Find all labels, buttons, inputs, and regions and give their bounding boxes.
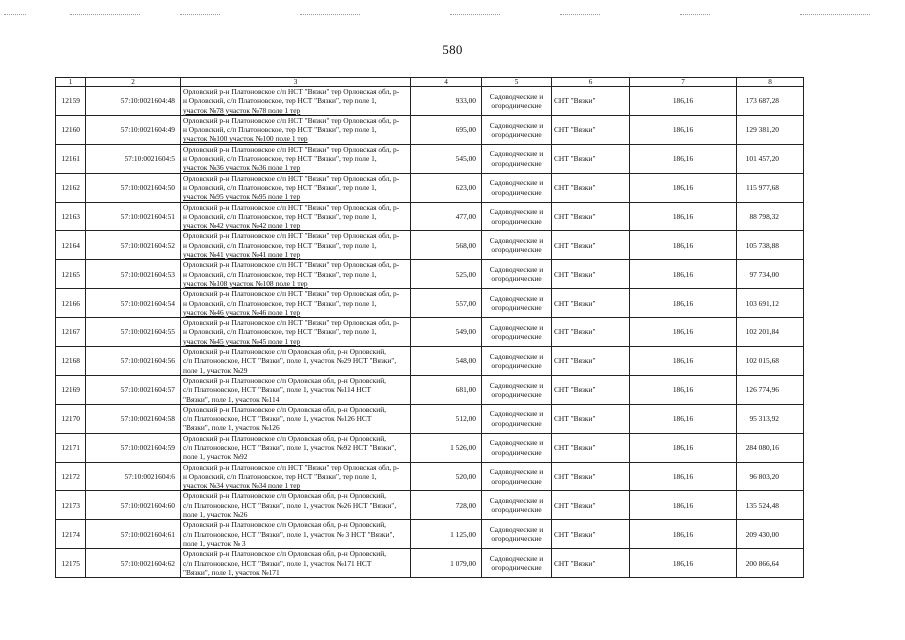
cadastral-value-cell: 103 691,12 [737,289,804,318]
land-use-line: огороднические [491,303,542,313]
address-line: "Вязки", поле 1, участок №171 [183,567,280,577]
land-use-line: Садоводческие и [489,438,544,448]
address-line: участок №41 участок №41 поле 1 тер [183,250,301,260]
area-cell: 728,00 [411,491,482,520]
land-use-line: Садоводческие и [489,91,544,101]
address-cell [181,115,411,144]
address-line: Орловский р-н Платоновское с/п НСТ "Вязки" тер Орловская обл, р- [183,115,400,125]
address-line: н Орловский, с/п Платоновское, тер НСТ "Вязки", тер поле 1, [183,240,377,250]
address-line: Орловский р-н Платоновское с/п НСТ "Вязки" тер Орловская обл, р- [183,87,400,96]
address-line: н Орловский, с/п Платоновское, тер НСТ "Вязки", тер поле 1, [183,211,377,221]
land-use-cell [482,318,552,347]
row-number-cell: 12174 [56,520,86,549]
address-line: Орловский р-н Платоновское с/п Орловская обл, р-н Орловский, [183,520,386,530]
address-cell [181,231,411,260]
address-line: Орловский р-н Платоновское с/п НСТ "Вязки" тер Орловская обл, р- [183,289,400,299]
cadastral-value-cell: 97 734,00 [737,260,804,289]
rate-cell: 186,16 [630,318,737,347]
rate-cell: 186,16 [630,144,737,173]
rate-cell: 186,16 [630,491,737,520]
cadastral-number-cell: 57:10:0021604:50 [86,173,181,202]
land-use-line: Садоводческие и [489,409,544,419]
cadastral-number-cell: 57:10:0021604:48 [86,87,181,116]
address-cell [181,549,411,578]
column-header: 4 [411,78,482,87]
cadastral-number-cell: 57:10:0021604:56 [86,347,181,376]
address-cell [181,318,411,347]
address-line: с/п Платоновское, НСТ "Вязки", поле 1, участок №126 НСТ [183,414,372,424]
land-use-line: Садоводческие и [489,120,544,130]
land-use-line: Садоводческие и [489,496,544,506]
cadastral-number-cell: 57:10:0021604:61 [86,520,181,549]
rate-cell: 186,16 [630,347,737,376]
rate-cell: 186,16 [630,375,737,404]
area-cell: 1 125,00 [411,520,482,549]
owner-cell: СНТ "Вязки" [552,549,630,578]
rate-cell: 186,16 [630,520,737,549]
cadastral-value-cell: 96 803,20 [737,462,804,491]
land-use-line: Садоводческие и [489,467,544,477]
table-row [56,144,804,173]
address-line: н Орловский, с/п Платоновское, тер НСТ "Вязки", тер поле 1, [183,125,377,135]
cadastral-value-cell: 209 430,00 [737,520,804,549]
address-cell [181,202,411,231]
rate-cell: 186,16 [630,87,737,116]
row-number-cell: 12173 [56,491,86,520]
cadastral-value-cell: 102 015,68 [737,347,804,376]
table-row [56,520,804,549]
land-use-line: Садоводческие и [489,149,544,159]
rate-cell: 186,16 [630,549,737,578]
land-use-line: огороднические [491,216,542,226]
address-cell [181,375,411,404]
address-line: Орловский р-н Платоновское с/п НСТ "Вязки" тер Орловская обл, р- [183,173,400,183]
rate-cell: 186,16 [630,433,737,462]
land-use-line: Садоводческие и [489,178,544,188]
area-cell: 525,00 [411,260,482,289]
table-row [56,318,804,347]
table-row [56,202,804,231]
owner-cell: СНТ "Вязки" [552,87,630,116]
address-cell [181,260,411,289]
address-line: н Орловский, с/п Платоновское, тер НСТ "Вязки", тер поле 1, [183,96,377,106]
address-cell [181,289,411,318]
land-use-cell [482,260,552,289]
land-use-cell [482,289,552,318]
scan-artifacts [0,14,905,22]
table-row [56,404,804,433]
owner-cell: СНТ "Вязки" [552,433,630,462]
table-row [56,231,804,260]
cadastral-number-cell: 57:10:0021604:6 [86,462,181,491]
land-use-line: огороднические [491,505,542,515]
column-header: 8 [737,78,804,87]
address-line: участок №78 участок №78 поле 1 тер [183,105,301,115]
land-use-cell [482,375,552,404]
address-cell [181,462,411,491]
address-line: н Орловский, с/п Платоновское, тер НСТ "Вязки", тер поле 1, [183,298,377,308]
land-use-cell [482,433,552,462]
rate-cell: 186,16 [630,260,737,289]
row-number-cell: 12163 [56,202,86,231]
area-cell: 512,00 [411,404,482,433]
row-number-cell: 12161 [56,144,86,173]
cadastral-value-cell: 284 080,16 [737,433,804,462]
owner-cell: СНТ "Вязки" [552,144,630,173]
owner-cell: СНТ "Вязки" [552,173,630,202]
table-row [56,491,804,520]
land-use-cell [482,173,552,202]
land-use-cell [482,347,552,376]
land-use-line: огороднические [491,187,542,197]
address-line: "Вязки", поле 1, участок №126 [183,423,280,433]
table-row [56,173,804,202]
page-number: 580 [442,42,463,57]
table-row [56,260,804,289]
land-use-line: Садоводческие и [489,553,544,563]
land-use-line: Садоводческие и [489,380,544,390]
land-use-line: огороднические [491,360,542,370]
land-use-line: огороднические [491,447,542,457]
owner-cell: СНТ "Вязки" [552,347,630,376]
row-number-cell: 12164 [56,231,86,260]
address-line: поле 1, участок №92 [183,452,248,462]
address-line: н Орловский, с/п Платоновское, тер НСТ "Вязки", тер поле 1, [183,327,377,337]
land-use-line: огороднические [491,563,542,573]
land-use-line: Садоводческие и [489,351,544,361]
cadastral-number-cell: 57:10:0021604:49 [86,115,181,144]
table-row [56,433,804,462]
table-row [56,87,804,116]
address-line: н Орловский, с/п Платоновское, тер НСТ "Вязки", тер поле 1, [183,269,377,279]
address-line: н Орловский, с/п Платоновское, тер НСТ "Вязки", тер поле 1, [183,154,377,164]
address-line: Орловский р-н Платоновское с/п Орловская обл, р-н Орловский, [183,375,386,385]
land-use-cell [482,231,552,260]
column-header: 5 [482,78,552,87]
owner-cell: СНТ "Вязки" [552,462,630,491]
address-line: Орловский р-н Платоновское с/п НСТ "Вязки" тер Орловская обл, р- [183,202,400,212]
address-line: н Орловский, с/п Платоновское, тер НСТ "Вязки", тер поле 1, [183,471,377,481]
owner-cell: СНТ "Вязки" [552,404,630,433]
address-line: с/п Платоновское, НСТ "Вязки", поле 1, участок №26 НСТ "Вязки", [183,500,397,510]
area-cell: 1 079,00 [411,549,482,578]
land-use-cell [482,520,552,549]
cadastral-number-cell: 57:10:0021604:5 [86,144,181,173]
owner-cell: СНТ "Вязки" [552,231,630,260]
rate-cell: 186,16 [630,289,737,318]
address-cell [181,520,411,549]
cadastral-value-cell: 126 774,96 [737,375,804,404]
cadastral-value-cell: 102 201,84 [737,318,804,347]
address-line: с/п Платоновское, НСТ "Вязки", поле 1, участок №171 НСТ [183,558,372,568]
address-line: "Вязки", поле 1, участок №114 [183,394,280,404]
address-line: участок №95 участок №95 поле 1 тер [183,192,301,202]
address-line: Орловский р-н Платоновское с/п НСТ "Вязки" тер Орловская обл, р- [183,318,400,328]
address-line: с/п Платоновское, НСТ "Вязки", поле 1, участок №114 НСТ [183,385,372,395]
cadastral-value-cell: 135 524,48 [737,491,804,520]
owner-cell: СНТ "Вязки" [552,491,630,520]
area-cell: 520,00 [411,462,482,491]
land-use-line: Садоводческие и [489,264,544,274]
address-line: Орловский р-н Платоновское с/п НСТ "Вязки" тер Орловская обл, р- [183,231,400,241]
area-cell: 545,00 [411,144,482,173]
land-use-cell [482,202,552,231]
cadastral-value-cell: 129 381,20 [737,115,804,144]
land-use-line: Садоводческие и [489,236,544,246]
rate-cell: 186,16 [630,173,737,202]
address-line: Орловский р-н Платоновское с/п НСТ "Вязки" тер Орловская обл, р- [183,260,400,270]
row-number-cell: 12167 [56,318,86,347]
land-registry-table [55,77,804,578]
cadastral-number-cell: 57:10:0021604:57 [86,375,181,404]
address-line: Орловский р-н Платоновское с/п НСТ "Вязки" тер Орловская обл, р- [183,144,400,154]
owner-cell: СНТ "Вязки" [552,115,630,144]
table-row [56,462,804,491]
area-cell: 933,00 [411,87,482,116]
address-line: участок №45 участок №45 поле 1 тер [183,336,301,346]
row-number-cell: 12168 [56,347,86,376]
table-row [56,375,804,404]
land-use-line: огороднические [491,100,542,110]
area-cell: 549,00 [411,318,482,347]
row-number-cell: 12166 [56,289,86,318]
owner-cell: СНТ "Вязки" [552,260,630,289]
owner-cell: СНТ "Вязки" [552,520,630,549]
cadastral-value-cell: 115 977,68 [737,173,804,202]
land-use-cell [482,491,552,520]
owner-cell: СНТ "Вязки" [552,289,630,318]
land-use-cell [482,144,552,173]
address-line: Орловский р-н Платоновское с/п Орловская обл, р-н Орловский, [183,404,386,414]
table-body [56,78,804,578]
area-cell: 548,00 [411,347,482,376]
area-cell: 623,00 [411,173,482,202]
land-use-line: Садоводческие и [489,525,544,534]
cadastral-value-cell: 88 798,32 [737,202,804,231]
table-row [56,347,804,376]
land-use-cell [482,87,552,116]
owner-cell: СНТ "Вязки" [552,318,630,347]
land-use-cell [482,404,552,433]
row-number-cell: 12175 [56,549,86,578]
land-use-line: огороднические [491,274,542,284]
address-line: с/п Платоновское, НСТ "Вязки", поле 1, участок №29 НСТ "Вязки", [183,356,397,366]
cadastral-value-cell: 101 457,20 [737,144,804,173]
cadastral-number-cell: 57:10:0021604:52 [86,231,181,260]
land-use-line: Садоводческие и [489,207,544,217]
address-line: Орловский р-н Платоновское с/п Орловская обл, р-н Орловский, [183,549,386,559]
address-cell [181,87,411,116]
column-header: 3 [181,78,411,87]
cadastral-value-cell: 105 738,88 [737,231,804,260]
column-header: 2 [86,78,181,87]
cadastral-number-cell: 57:10:0021604:60 [86,491,181,520]
land-use-line: Садоводческие и [489,322,544,332]
land-use-cell [482,462,552,491]
row-number-cell: 12162 [56,173,86,202]
land-use-line: огороднические [491,158,542,168]
address-line: Орловский р-н Платоновское с/п НСТ "Вязки" тер Орловская обл, р- [183,462,400,472]
cadastral-number-cell: 57:10:0021604:54 [86,289,181,318]
column-header: 7 [630,78,737,87]
area-cell: 695,00 [411,115,482,144]
cadastral-number-cell: 57:10:0021604:62 [86,549,181,578]
row-number-cell: 12169 [56,375,86,404]
address-cell [181,491,411,520]
area-cell: 477,00 [411,202,482,231]
address-line: участок №34 участок №34 поле 1 тер [183,481,301,491]
cadastral-value-cell: 173 687,28 [737,87,804,116]
cadastral-number-cell: 57:10:0021604:53 [86,260,181,289]
address-line: Орловский р-н Платоновское с/п Орловская обл, р-н Орловский, [183,491,386,501]
cadastral-value-cell: 95 313,92 [737,404,804,433]
column-number-header-row [56,78,804,87]
row-number-cell: 12160 [56,115,86,144]
address-cell [181,433,411,462]
address-line: участок №36 участок №36 поле 1 тер [183,163,301,173]
address-line: н Орловский, с/п Платоновское, тер НСТ "Вязки", тер поле 1, [183,182,377,192]
address-line: с/п Платоновское, НСТ "Вязки", поле 1, участок № 3 НСТ "Вязки", [183,529,395,539]
land-use-line: огороднические [491,332,542,342]
row-number-cell: 12165 [56,260,86,289]
address-line: участок №42 участок №42 поле 1 тер [183,221,301,231]
column-header: 6 [552,78,630,87]
address-cell [181,347,411,376]
rate-cell: 186,16 [630,462,737,491]
address-line: с/п Платоновское, НСТ "Вязки", поле 1, участок №92 НСТ "Вязки", [183,442,397,452]
table-row [56,289,804,318]
address-line: участок №108 участок №108 поле 1 тер [183,278,308,288]
cadastral-number-cell: 57:10:0021604:58 [86,404,181,433]
column-header: 1 [56,78,86,87]
cadastral-number-cell: 57:10:0021604:51 [86,202,181,231]
owner-cell: СНТ "Вязки" [552,375,630,404]
land-use-line: огороднические [491,245,542,255]
area-cell: 568,00 [411,231,482,260]
address-cell [181,144,411,173]
address-line: поле 1, участок №26 [183,510,248,520]
cadastral-value-cell: 200 866,64 [737,549,804,578]
address-line: поле 1, участок №29 [183,365,248,375]
table-row [56,115,804,144]
row-number-cell: 12171 [56,433,86,462]
land-use-cell [482,549,552,578]
owner-cell: СНТ "Вязки" [552,202,630,231]
rate-cell: 186,16 [630,231,737,260]
cadastral-number-cell: 57:10:0021604:59 [86,433,181,462]
table-row [56,549,804,578]
land-use-line: огороднические [491,129,542,139]
address-line: участок №100 участок №100 поле 1 тер [183,134,308,144]
land-use-line: Садоводческие и [489,293,544,303]
rate-cell: 186,16 [630,404,737,433]
land-use-line: огороднические [491,476,542,486]
row-number-cell: 12159 [56,87,86,116]
address-cell [181,404,411,433]
area-cell: 557,00 [411,289,482,318]
row-number-cell: 12170 [56,404,86,433]
address-line: поле 1, участок № 3 [183,538,246,548]
land-use-line: огороднические [491,534,542,544]
land-use-line: огороднические [491,418,542,428]
row-number-cell: 12172 [56,462,86,491]
address-line: участок №46 участок №46 поле 1 тер [183,307,301,317]
address-cell [181,173,411,202]
address-line: Орловский р-н Платоновское с/п Орловская обл, р-н Орловский, [183,433,386,443]
rate-cell: 186,16 [630,115,737,144]
area-cell: 681,00 [411,375,482,404]
rate-cell: 186,16 [630,202,737,231]
area-cell: 1 526,00 [411,433,482,462]
land-use-cell [482,115,552,144]
address-line: Орловский р-н Платоновское с/п Орловская обл, р-н Орловский, [183,347,386,357]
cadastral-number-cell: 57:10:0021604:55 [86,318,181,347]
land-use-line: огороднические [491,389,542,399]
